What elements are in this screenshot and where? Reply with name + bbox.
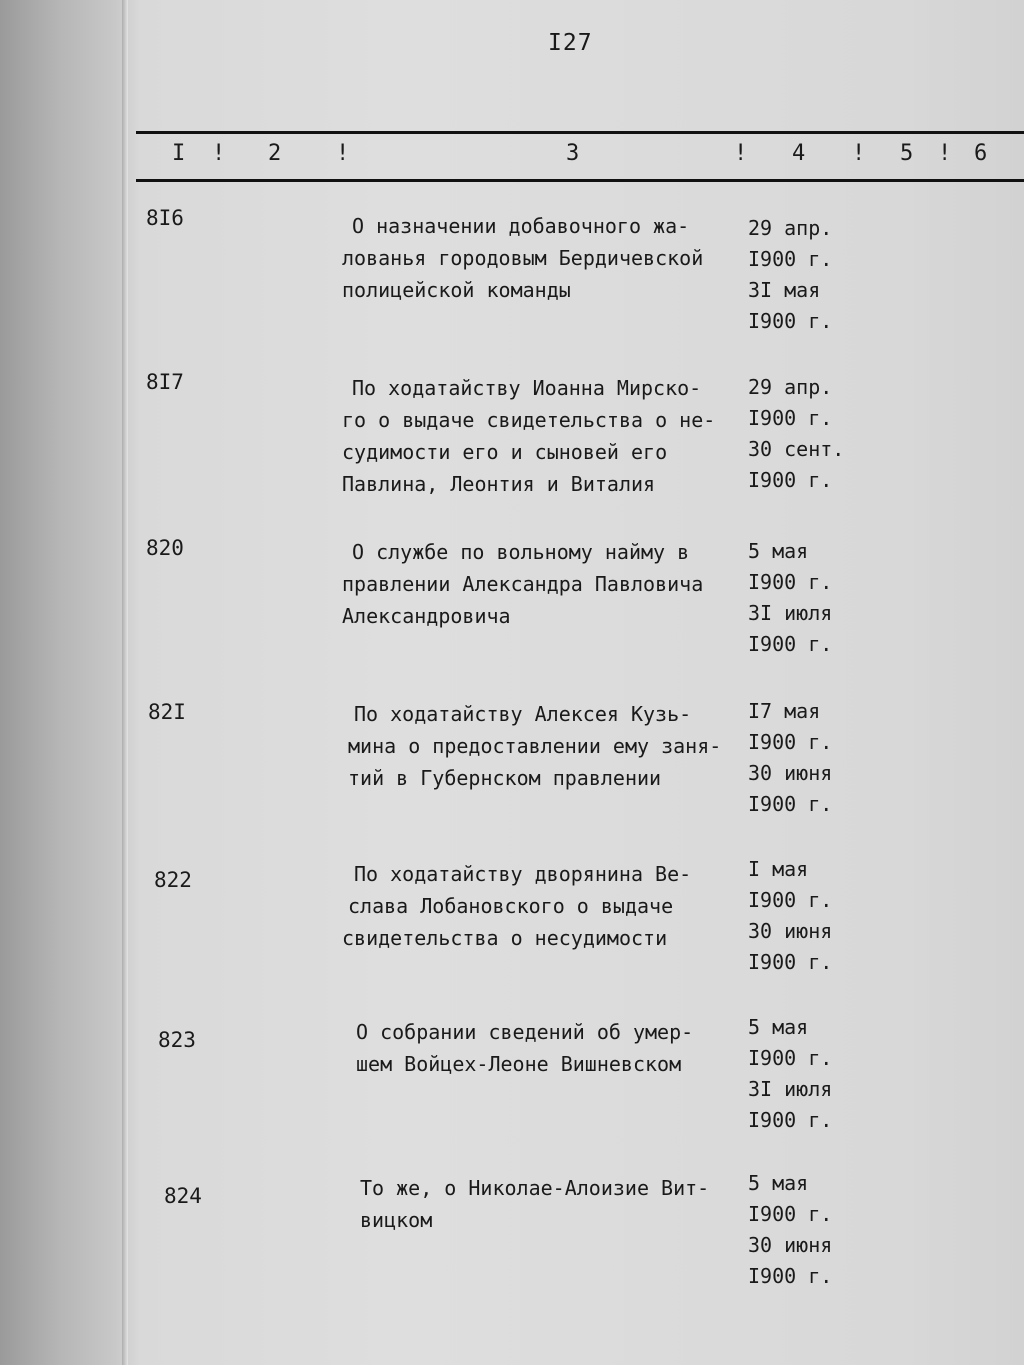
description-line: го о выдаче свидетельства о не- bbox=[342, 408, 716, 432]
entry-description bbox=[342, 1172, 752, 1236]
date-line: 29 апр. bbox=[748, 216, 833, 240]
description-line: По ходатайству Алексея Кузь- bbox=[354, 702, 692, 726]
description-line: вицком bbox=[360, 1208, 433, 1232]
header-separator: ! bbox=[852, 141, 866, 166]
entry-description bbox=[342, 858, 752, 954]
date-line: 5 мая bbox=[748, 1015, 809, 1039]
entry-dates bbox=[748, 213, 832, 337]
description-line: мина о предоставлении ему заня- bbox=[348, 734, 722, 758]
date-line: 5 мая bbox=[748, 1171, 809, 1195]
header-col-1: I bbox=[172, 141, 186, 166]
entry-number: 822 bbox=[154, 868, 192, 892]
entry-description bbox=[342, 536, 752, 632]
header-col-3: 3 bbox=[566, 141, 580, 166]
date-line: I900 г. bbox=[748, 730, 833, 754]
date-line: I900 г. bbox=[748, 632, 833, 656]
header-separator: ! bbox=[336, 141, 350, 166]
table-header-bottom-rule bbox=[136, 179, 1024, 182]
date-line: 30 сент. bbox=[748, 437, 845, 461]
description-line: полицейской команды bbox=[342, 278, 571, 302]
entry-description bbox=[342, 210, 752, 306]
entry-number: 820 bbox=[146, 536, 184, 560]
date-line: I900 г. bbox=[748, 570, 833, 594]
description-line: слава Лобановского о выдаче bbox=[348, 894, 674, 918]
description-line: свидетельства о несудимости bbox=[342, 926, 668, 950]
entry-number: 823 bbox=[158, 1028, 196, 1052]
description-line: Павлина, Леонтия и Виталия bbox=[342, 472, 656, 496]
entry-dates bbox=[748, 1168, 832, 1292]
description-line: правлении Александра Павловича bbox=[342, 572, 704, 596]
header-separator: ! bbox=[212, 141, 226, 166]
date-line: 30 июня bbox=[748, 761, 833, 785]
date-line: 3I июля bbox=[748, 601, 833, 625]
entry-dates bbox=[748, 1012, 832, 1136]
date-line: 5 мая bbox=[748, 539, 809, 563]
date-line: 29 апр. bbox=[748, 375, 833, 399]
date-line: I900 г. bbox=[748, 1046, 833, 1070]
entry-description bbox=[342, 1016, 752, 1080]
date-line: 30 июня bbox=[748, 1233, 833, 1257]
date-line: I900 г. bbox=[748, 1108, 833, 1132]
date-line: I900 г. bbox=[748, 309, 833, 333]
date-line: I900 г. bbox=[748, 1264, 833, 1288]
date-line: I900 г. bbox=[748, 950, 833, 974]
description-line: лованья городовым Бердичевской bbox=[342, 246, 704, 270]
description-line: судимости его и сыновей его bbox=[342, 440, 668, 464]
table-top-rule bbox=[136, 131, 1024, 134]
header-col-6: 6 bbox=[974, 141, 988, 166]
date-line: I900 г. bbox=[748, 888, 833, 912]
header-col-2: 2 bbox=[268, 141, 282, 166]
entry-number: 8I7 bbox=[146, 370, 184, 394]
description-line: Александровича bbox=[342, 604, 511, 628]
description-line: По ходатайству дворянина Ве- bbox=[354, 862, 692, 886]
entry-number: 8I6 bbox=[146, 206, 184, 230]
entry-dates bbox=[748, 696, 832, 820]
description-line: О собрании сведений об умер- bbox=[356, 1020, 694, 1044]
entry-description bbox=[342, 698, 752, 794]
date-line: I7 мая bbox=[748, 699, 821, 723]
date-line: 30 июня bbox=[748, 919, 833, 943]
header-separator: ! bbox=[938, 141, 952, 166]
description-line: О службе по вольному найму в bbox=[352, 540, 690, 564]
entry-dates bbox=[748, 536, 832, 660]
page-fold bbox=[122, 0, 128, 1365]
description-line: шем Войцех-Леоне Вишневском bbox=[356, 1052, 682, 1076]
page-number: I27 bbox=[548, 30, 593, 56]
description-line: О назначении добавочного жа- bbox=[352, 214, 690, 238]
date-line: I900 г. bbox=[748, 247, 833, 271]
date-line: I900 г. bbox=[748, 1202, 833, 1226]
entry-description bbox=[342, 372, 752, 500]
date-line: I900 г. bbox=[748, 792, 833, 816]
entry-number: 82I bbox=[148, 700, 186, 724]
entry-dates bbox=[748, 372, 844, 496]
entry-dates bbox=[748, 854, 832, 978]
description-line: По ходатайству Иоанна Мирско- bbox=[352, 376, 702, 400]
date-line: I900 г. bbox=[748, 468, 833, 492]
description-line: тий в Губернском правлении bbox=[348, 766, 662, 790]
header-separator: ! bbox=[734, 141, 748, 166]
date-line: 3I июля bbox=[748, 1077, 833, 1101]
header-col-5: 5 bbox=[900, 141, 914, 166]
header-col-4: 4 bbox=[792, 141, 806, 166]
table-header-row bbox=[136, 141, 1024, 173]
date-line: I мая bbox=[748, 857, 809, 881]
date-line: 3I мая bbox=[748, 278, 821, 302]
description-line: То же, о Николае-Алоизие Вит- bbox=[360, 1176, 710, 1200]
entry-number: 824 bbox=[164, 1184, 202, 1208]
date-line: I900 г. bbox=[748, 406, 833, 430]
